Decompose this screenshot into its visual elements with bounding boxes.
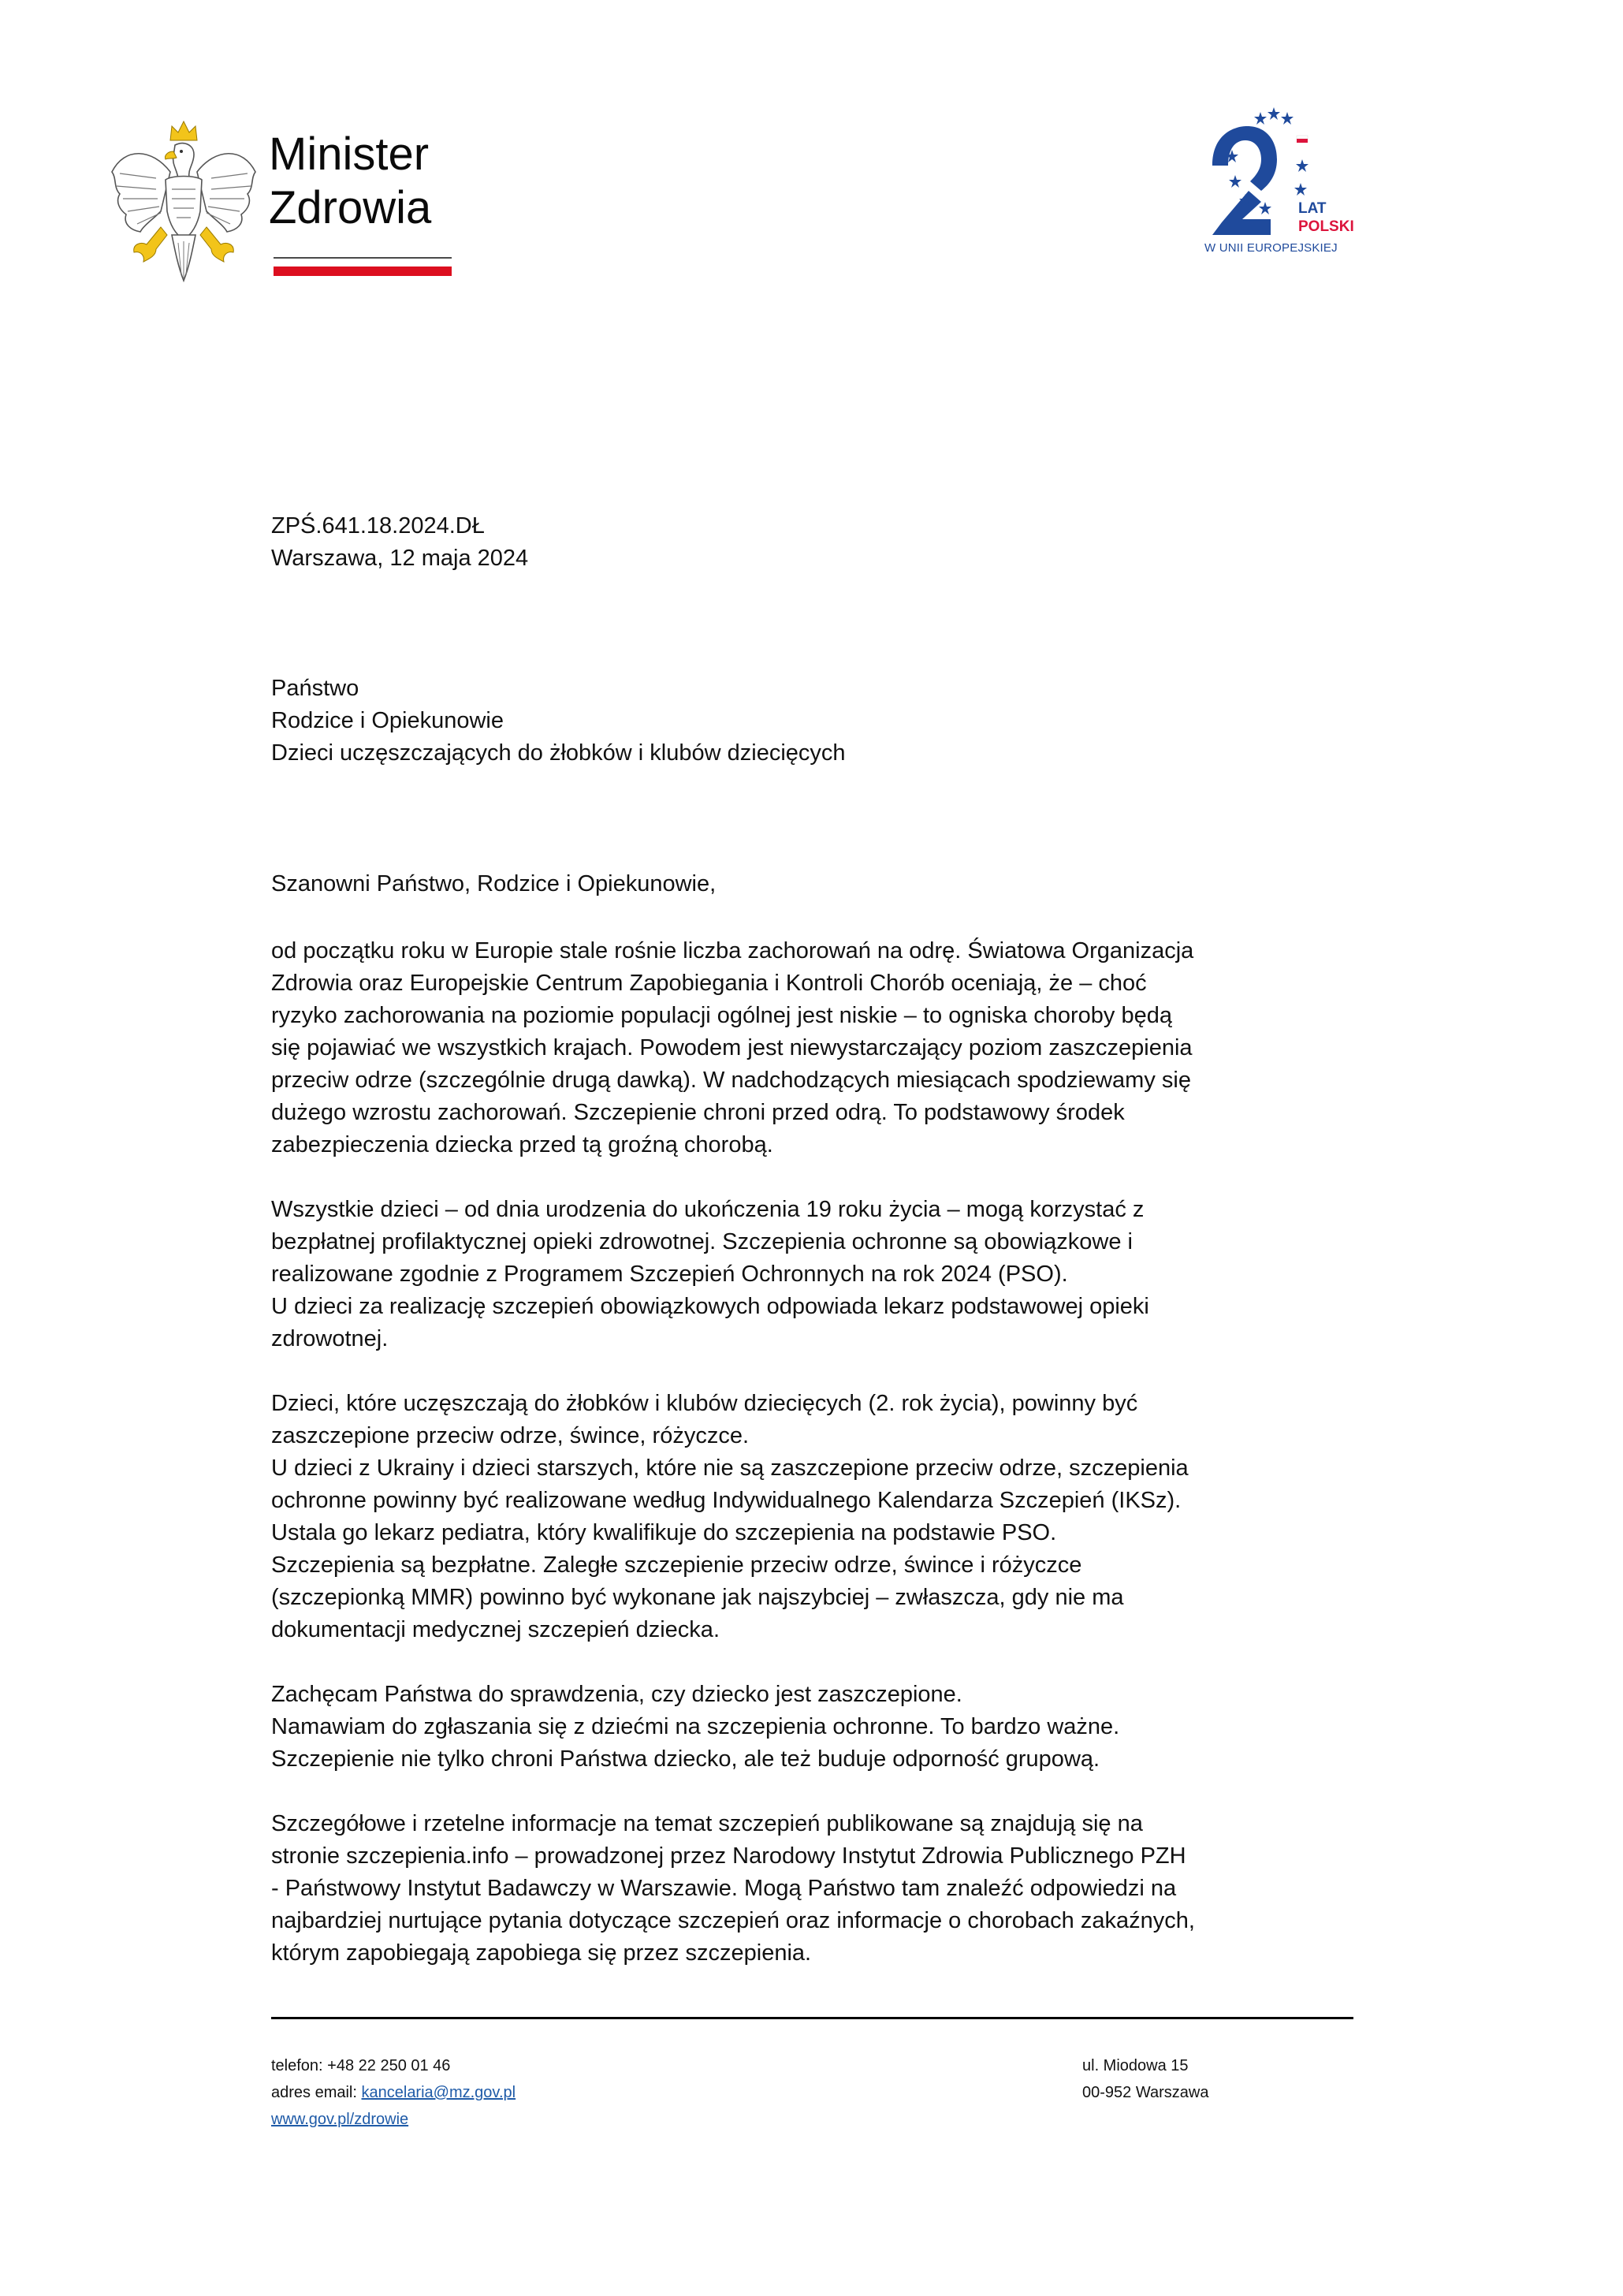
- paragraph-line: przeciw odrze (szczególnie drugą dawką). W nadchodzących miesiącach spodziewamy się: [271, 1068, 1191, 1093]
- eu-anniversary-logo: [1198, 104, 1372, 266]
- paragraph-line: zaszczepione przeciw odrze, śwince, różyczce.: [271, 1423, 750, 1448]
- paragraph-line: ryzyko zachorowania na poziomie populacji ogólnej jest niskie – to ogniska choroby będą: [271, 1003, 1172, 1028]
- flag-line-white: [274, 257, 452, 259]
- paragraph-line: Ustala go lekarz pediatra, który kwalifikuje do szczepienia na podstawie PSO.: [271, 1520, 1057, 1545]
- ministry-name: [269, 128, 431, 235]
- eu-logo-subtitle: W UNII EUROPEJSKIEJ: [1204, 241, 1338, 255]
- recipient-line: Dzieci uczęszczających do żłobków i klubów dziecięcych: [271, 740, 846, 766]
- paragraph-line: zdrowotnej.: [271, 1326, 389, 1351]
- case-number: ZPŚ.641.18.2024.DŁ: [271, 513, 485, 539]
- paragraph-line: dużego wzrostu zachorowań. Szczepienie chroni przed odrą. To podstawowy środek: [271, 1100, 1125, 1125]
- eu-logo-lat: LAT: [1298, 200, 1327, 217]
- email-link[interactable]: kancelaria@mz.gov.pl: [361, 2084, 516, 2101]
- paragraph-line: bezpłatnej profilaktycznej opieki zdrowotnej. Szczepienia ochronne są obowiązkowe i: [271, 1229, 1133, 1254]
- paragraph-3: [271, 1388, 1359, 1646]
- greeting-text: Szanowni Państwo, Rodzice i Opiekunowie,: [271, 871, 717, 896]
- footer-contact: [271, 2052, 516, 2133]
- paragraph-line: Szczepienia są bezpłatne. Zaległe szczepienie przeciw odrze, śwince i różyczce: [271, 1552, 1082, 1578]
- paragraph-2: [271, 1194, 1359, 1355]
- paragraph-line: którym zapobiegają zapobiega się przez szczepienia.: [271, 1940, 812, 1966]
- footer-phone: telefon: +48 22 250 01 46: [271, 2057, 451, 2074]
- paragraph-line: Dzieci, które uczęszczają do żłobków i klubów dziecięcych (2. rok życia), powinny być: [271, 1391, 1138, 1416]
- paragraph-line: zabezpieczenia dziecka przed tą groźną chorobą.: [271, 1132, 773, 1157]
- footer-email-label: adres email:: [271, 2084, 362, 2101]
- paragraph-line: U dzieci za realizację szczepień obowiązkowych odpowiada lekarz podstawowej opieki: [271, 1294, 1149, 1319]
- greeting: [271, 868, 1359, 900]
- recipient-line: Rodzice i Opiekunowie: [271, 708, 504, 733]
- paragraph-1: [271, 935, 1359, 1161]
- paragraph-line: ochronne powinny być realizowane według Indywidualnego Kalendarza Szczepień (IKSz).: [271, 1488, 1182, 1513]
- reference-block: [271, 510, 1359, 575]
- ministry-logo: [109, 117, 456, 282]
- footer-website-row: [271, 2106, 516, 2133]
- recipient-line: Państwo: [271, 676, 359, 701]
- paragraph-line: Namawiam do zgłaszania się z dziećmi na szczepienia ochronne. To bardzo ważne.: [271, 1714, 1120, 1739]
- letter-body: [271, 935, 1359, 2002]
- paragraph-line: - Państwowy Instytut Badawczy w Warszawie. Mogą Państwo tam znaleźć odpowiedzi na: [271, 1876, 1177, 1901]
- paragraph-line: Zdrowia oraz Europejskie Centrum Zapobiegania i Kontroli Chorób oceniają, że – choć: [271, 971, 1147, 996]
- footer-divider: [271, 2017, 1353, 2019]
- place-date: Warszawa, 12 maja 2024: [271, 546, 529, 571]
- eu-logo-polski: POLSKI: [1298, 218, 1354, 235]
- paragraph-line: Szczepienie nie tylko chroni Państwa dziecko, ale też buduje odporność grupową.: [271, 1746, 1100, 1772]
- footer-email-row: [271, 2079, 516, 2106]
- paragraph-4: [271, 1679, 1359, 1776]
- paragraph-line: U dzieci z Ukrainy i dzieci starszych, które nie są zaszczepione przeciw odrze, szczepienia: [271, 1456, 1189, 1481]
- paragraph-line: od początku roku w Europie stale rośnie liczba zachorowań na odrę. Światowa Organizacja: [271, 938, 1194, 964]
- paragraph-line: Zachęcam Państwa do sprawdzenia, czy dziecko jest zaszczepione.: [271, 1682, 962, 1707]
- paragraph-line: realizowane zgodnie z Programem Szczepień Ochronnych na rok 2024 (PSO).: [271, 1262, 1068, 1287]
- ministry-name-line2: Zdrowia: [269, 182, 432, 233]
- ministry-name-line1: Minister: [269, 129, 430, 180]
- website-link[interactable]: www.gov.pl/zdrowie: [271, 2111, 409, 2128]
- paragraph-line: stronie szczepienia.info – prowadzonej przez Narodowy Instytut Zdrowia Publicznego PZH: [271, 1843, 1186, 1869]
- paragraph-line: dokumentacji medycznej szczepień dziecka.: [271, 1617, 720, 1642]
- footer-address: [1082, 2052, 1208, 2106]
- recipient-block: [271, 673, 1359, 770]
- paragraph-line: Wszystkie dzieci – od dnia urodzenia do ukończenia 19 roku życia – mogą korzystać z: [271, 1197, 1145, 1222]
- paragraph-line: (szczepionką MMR) powinno być wykonane jak najszybciej – zwłaszcza, gdy nie ma: [271, 1585, 1124, 1610]
- flag-line-red: [274, 266, 452, 276]
- paragraph-5: [271, 1808, 1359, 1970]
- paragraph-line: najbardziej nurtujące pytania dotyczące szczepień oraz informacje o chorobach zakaźnych,: [271, 1908, 1195, 1933]
- paragraph-line: się pojawiać we wszystkich krajach. Powodem jest niewystarczający poziom zaszczepienia: [271, 1035, 1193, 1060]
- footer-street: ul. Miodowa 15: [1082, 2057, 1189, 2074]
- footer-city: 00-952 Warszawa: [1082, 2084, 1209, 2101]
- polish-eagle-emblem-icon: [109, 117, 259, 282]
- paragraph-line: Szczegółowe i rzetelne informacje na temat szczepień publikowane są znajdują się na: [271, 1811, 1143, 1836]
